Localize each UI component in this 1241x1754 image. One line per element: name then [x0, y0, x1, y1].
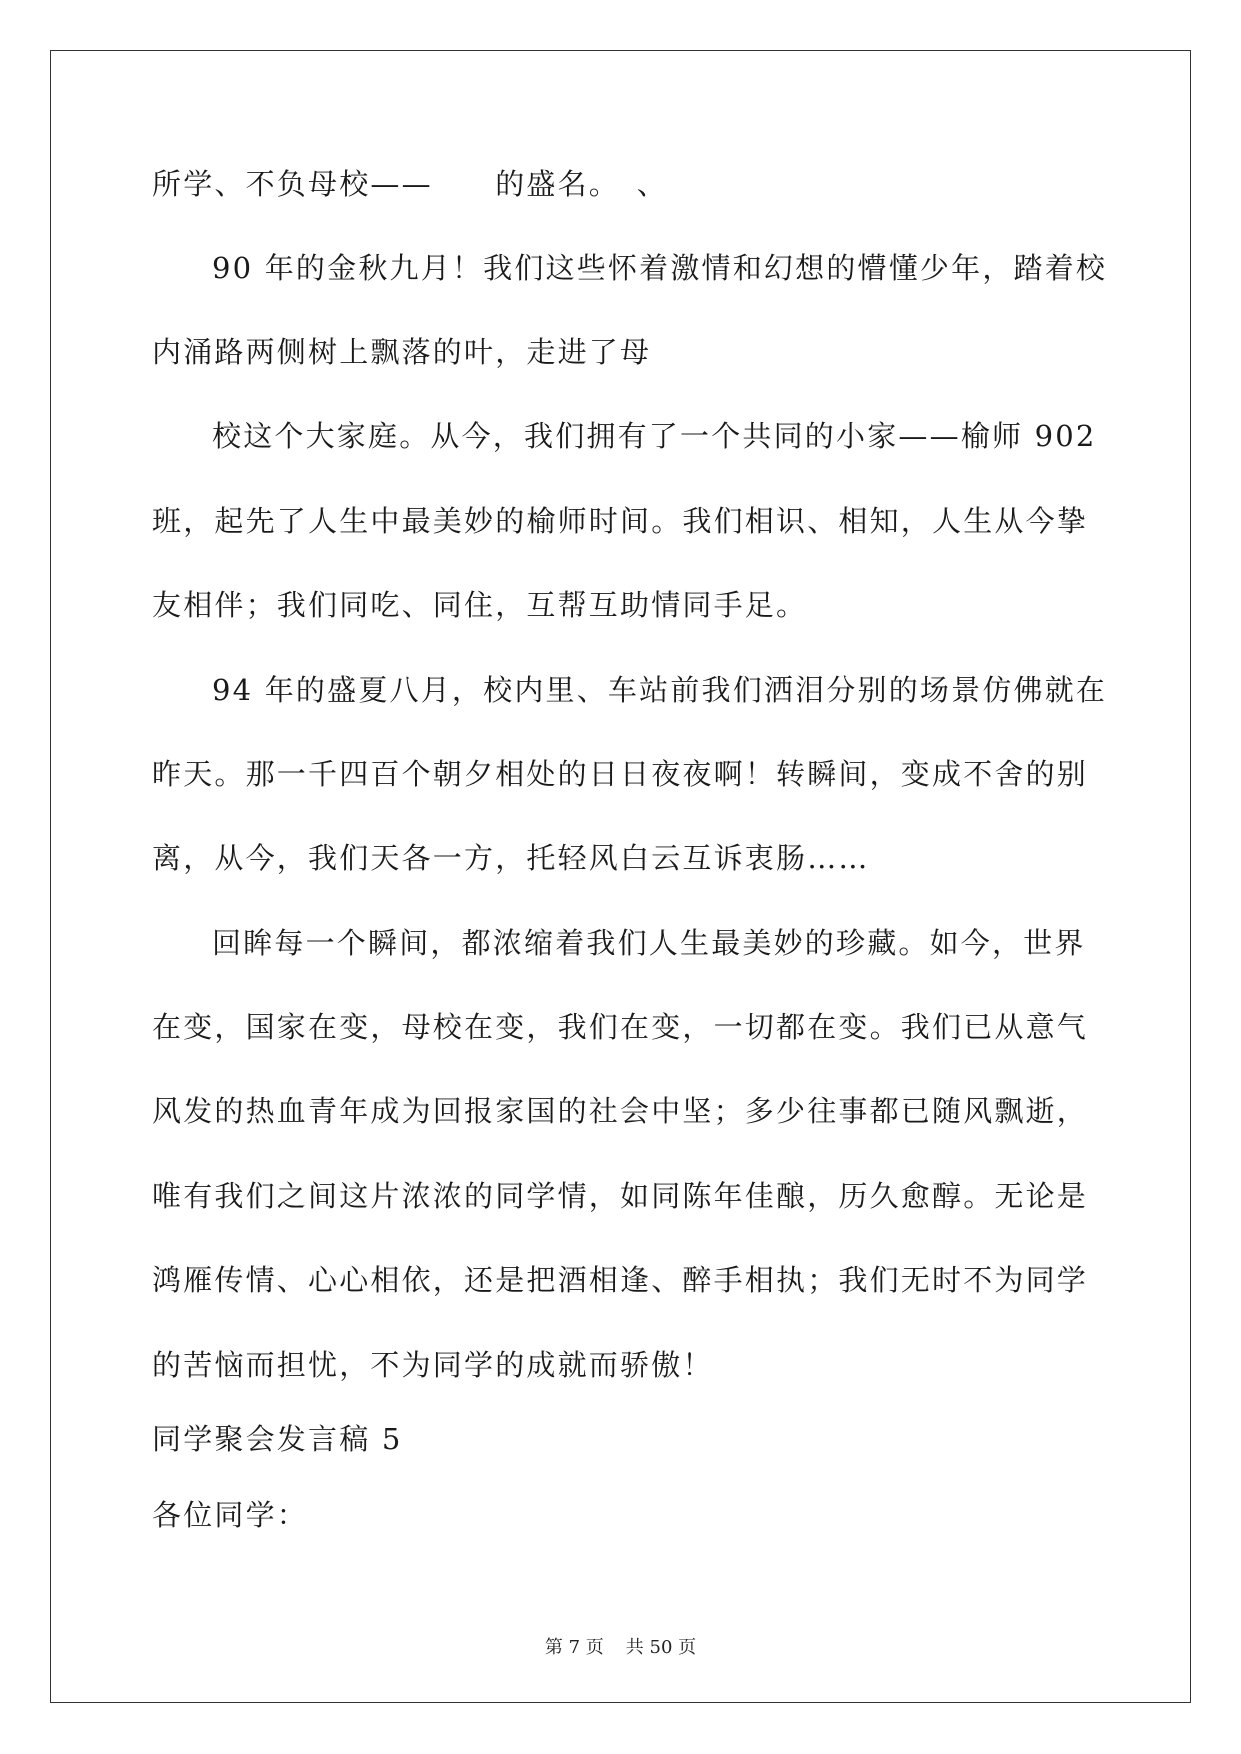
text-line: 唯有我们之间这片浓浓的同学情，如同陈年佳酿，历久愈醇。无论是 [152, 1179, 1089, 1213]
text-line: 风发的热血青年成为回报家国的社会中坚；多少往事都已随风飘逝， [152, 1094, 1089, 1128]
page-footer [0, 1636, 1241, 1660]
text-line: 鸿雁传情、心心相依，还是把酒相逢、醉手相执；我们无时不为同学 [152, 1263, 1089, 1297]
text-line: 90 年的金秋九月！我们这些怀着激情和幻想的懵懂少年，踏着校 [212, 251, 1108, 285]
text-line: 班，起先了人生中最美妙的榆师时间。我们相识、相知，人生从今挚 [152, 504, 1089, 538]
text-line: 回眸每一个瞬间，都浓缩着我们人生最美妙的珍藏。如今，世界 [212, 926, 1086, 960]
text-line: 校这个大家庭。从今，我们拥有了一个共同的小家——榆师 902 [212, 419, 1097, 453]
section-heading: 同学聚会发言稿 5 [152, 1422, 403, 1456]
salutation: 各位同学： [152, 1498, 309, 1532]
text-line: 内涌路两侧树上飘落的叶，走进了母 [152, 335, 652, 369]
text-line: 所学、不负母校—— 的盛名。 、 [152, 167, 668, 201]
text-line: 94 年的盛夏八月，校内里、车站前我们洒泪分别的场景仿佛就在 [212, 673, 1108, 707]
text-line: 的苦恼而担忧，不为同学的成就而骄傲！ [152, 1348, 714, 1382]
text-line: 友相伴；我们同吃、同住，互帮互助情同手足。 [152, 588, 808, 622]
page-number: 第 7 页 [544, 1637, 604, 1658]
text-line: 离，从今，我们天各一方，托轻风白云互诉衷肠…… [152, 841, 870, 875]
text-line: 在变，国家在变，母校在变，我们在变，一切都在变。我们已从意气 [152, 1010, 1089, 1044]
page-total: 共 50 页 [625, 1637, 697, 1658]
text-line: 昨天。那一千四百个朝夕相处的日日夜夜啊！转瞬间，变成不舍的别 [152, 757, 1089, 791]
